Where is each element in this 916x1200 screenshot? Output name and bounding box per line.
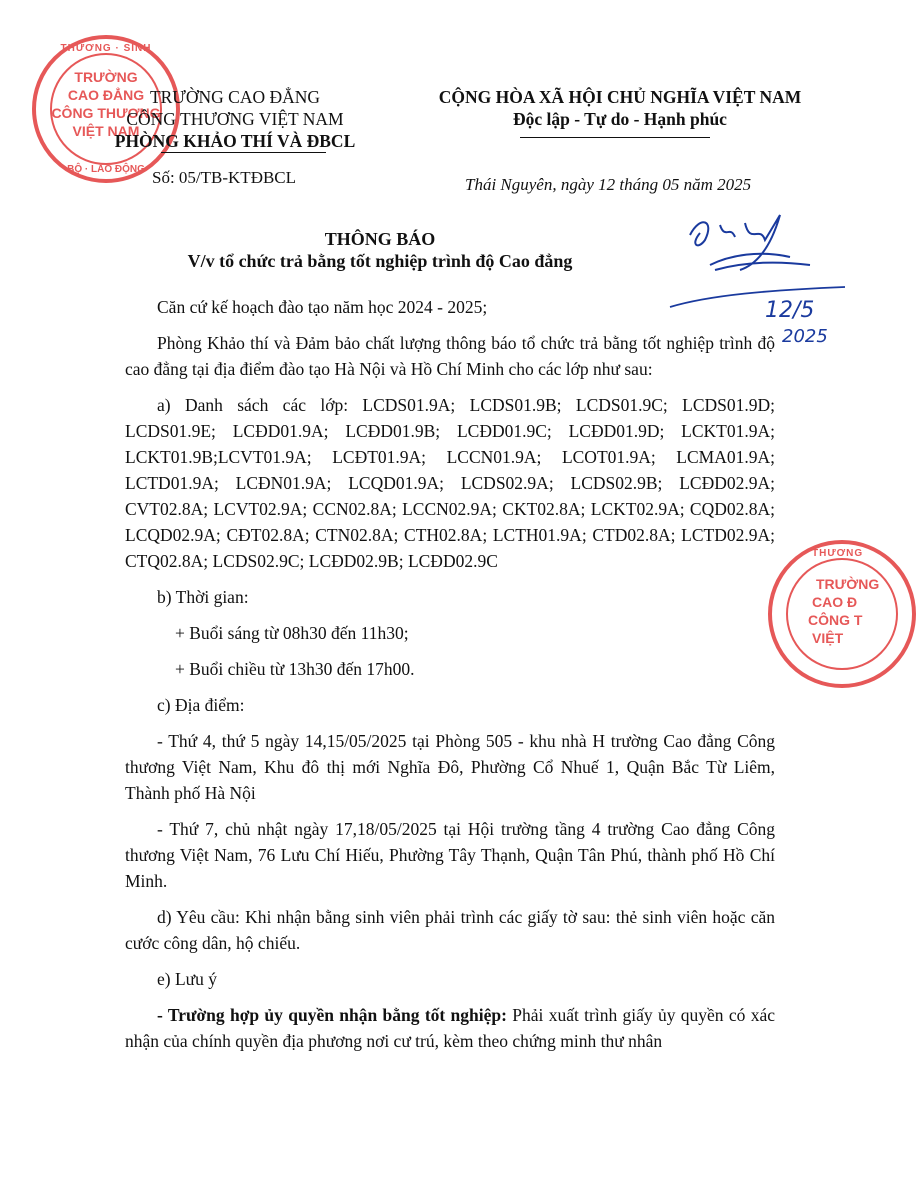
issuer-line-1: TRƯỜNG CAO ĐẲNG	[149, 87, 321, 107]
location-hanoi: - Thứ 4, thứ 5 ngày 14,15/05/2025 tại Phòng 505 - khu nhà H trường Cao đẳng Công thương Việt Nam, Khu đô thị mới Nghĩa Đô, Phường Cổ Nhuế 1, Quận Bắc Từ Liêm, Thành phố Hà Nội	[125, 731, 775, 803]
seal-line-3: CÔNG THƯƠNG	[51, 105, 161, 121]
signature-year-note: 2025	[782, 326, 828, 347]
issuer-block	[90, 86, 380, 152]
paragraph-basis: Căn cứ kế hoạch đào tạo năm học 2024 - 2025;	[157, 297, 488, 317]
document-date: Thái Nguyên, ngày 12 tháng 05 năm 2025	[465, 175, 752, 194]
nation-line-2: Độc lập - Tự do - Hạnh phúc	[513, 109, 727, 129]
section-d-requirements: d) Yêu cầu: Khi nhận bằng sinh viên phải trình các giấy tờ sau: thẻ sinh viên hoặc căn cước công dân, hộ chiếu.	[125, 907, 775, 953]
section-c-heading: c) Địa điểm:	[157, 695, 245, 715]
section-e-heading: e) Lưu ý	[157, 969, 218, 989]
document-body	[125, 292, 775, 1054]
issuer-underline	[161, 152, 326, 153]
issuer-line-2: CÔNG THƯƠNG VIỆT NAM	[126, 109, 344, 129]
title-main: THÔNG BÁO	[324, 229, 436, 249]
seal-right-line-1: TRƯỜNG	[816, 576, 880, 592]
seal-stamp-right	[768, 540, 916, 688]
seal-bottom-text: BỘ · LAO ĐỘNG	[67, 164, 145, 175]
nation-line-1: CỘNG HÒA XÃ HỘI CHỦ NGHĨA VIỆT NAM	[438, 87, 802, 107]
issuer-line-3: PHÒNG KHẢO THÍ VÀ ĐBCL	[114, 131, 356, 151]
seal-right-line-2: CAO Đ	[812, 594, 858, 610]
seal-right-line-4: VIỆT	[812, 630, 844, 646]
time-morning: + Buổi sáng từ 08h30 đến 11h30;	[175, 623, 409, 643]
section-b-heading: b) Thời gian:	[157, 587, 249, 607]
location-hcm: - Thứ 7, chủ nhật ngày 17,18/05/2025 tại Hội trường tầng 4 trường Cao đẳng Công thương Việt Nam, 76 Lưu Chí Hiếu, Phường Tây Thạnh, Quận Tân Phú, thành phố Hồ Chí Minh.	[125, 819, 775, 891]
title-sub: V/v tổ chức trả bằng tốt nghiệp trình độ Cao đẳng	[187, 251, 573, 271]
seal-ring-text: THƯƠNG · SINH	[60, 43, 152, 54]
section-a-class-list: a) Danh sách các lớp: LCDS01.9A; LCDS01.9B; LCDS01.9C; LCDS01.9D; LCDS01.9E; LCĐD01.9A; LCĐD01.9B; LCĐD01.9C; LCĐD01.9D; LCKT01.9A; LCKT01.9B;LCVT01.9A; LCĐT01.9A; LCCN01.9A; LCOT01.9A; LCMA01.9A; LCTD01.9A; LCĐN01.9A; LCQD01.9A; LCDS02.9A; LCDS02.9B; LCĐD02.9A; CVT02.8A; LCVT02.9A; CCN02.8A; LCCN02.9A; CKT02.8A; LCKT02.9A; CQD02.8A; LCQD02.9A; CĐT02.8A; CTN02.8A; CTH02.8A; LCTH01.9A; CTD02.8A; LCTD02.9A; CTQ02.8A; LCDS02.9C; LCĐD02.9B; LCĐD02.9C	[125, 395, 775, 571]
signature-date-note: 12/5	[765, 298, 815, 323]
paragraph-intro: Phòng Khảo thí và Đảm bảo chất lượng thông báo tổ chức trả bằng tốt nghiệp trình độ cao đẳng tại địa điểm đào tạo Hà Nội và Hồ Chí Minh cho các lớp như sau:	[125, 333, 775, 379]
seal-line-2: CAO ĐẲNG	[67, 87, 145, 103]
note-authorization-bold: - Trường hợp ủy quyền nhận bằng tốt nghiệp:	[157, 1005, 507, 1025]
seal-line-1: TRƯỜNG	[74, 69, 138, 85]
document-number: Số: 05/TB-KTĐBCL	[152, 168, 297, 187]
note-authorization-text: Phải xuất trình giấy ủy quyền có xác nhận của chính quyền địa phương nơi cư trú, kèm theo chứng minh thư nhân	[125, 1005, 775, 1051]
time-afternoon: + Buổi chiều từ 13h30 đến 17h00.	[175, 659, 415, 679]
national-header	[400, 86, 840, 130]
seal-line-4: VIỆT NAM	[72, 123, 140, 139]
nation-underline	[520, 137, 710, 138]
seal-right-line-3: CÔNG T	[808, 612, 863, 628]
seal-right-ring-text: THƯƠNG	[812, 548, 864, 559]
note-authorization	[125, 1002, 775, 1054]
document-title	[0, 228, 760, 272]
